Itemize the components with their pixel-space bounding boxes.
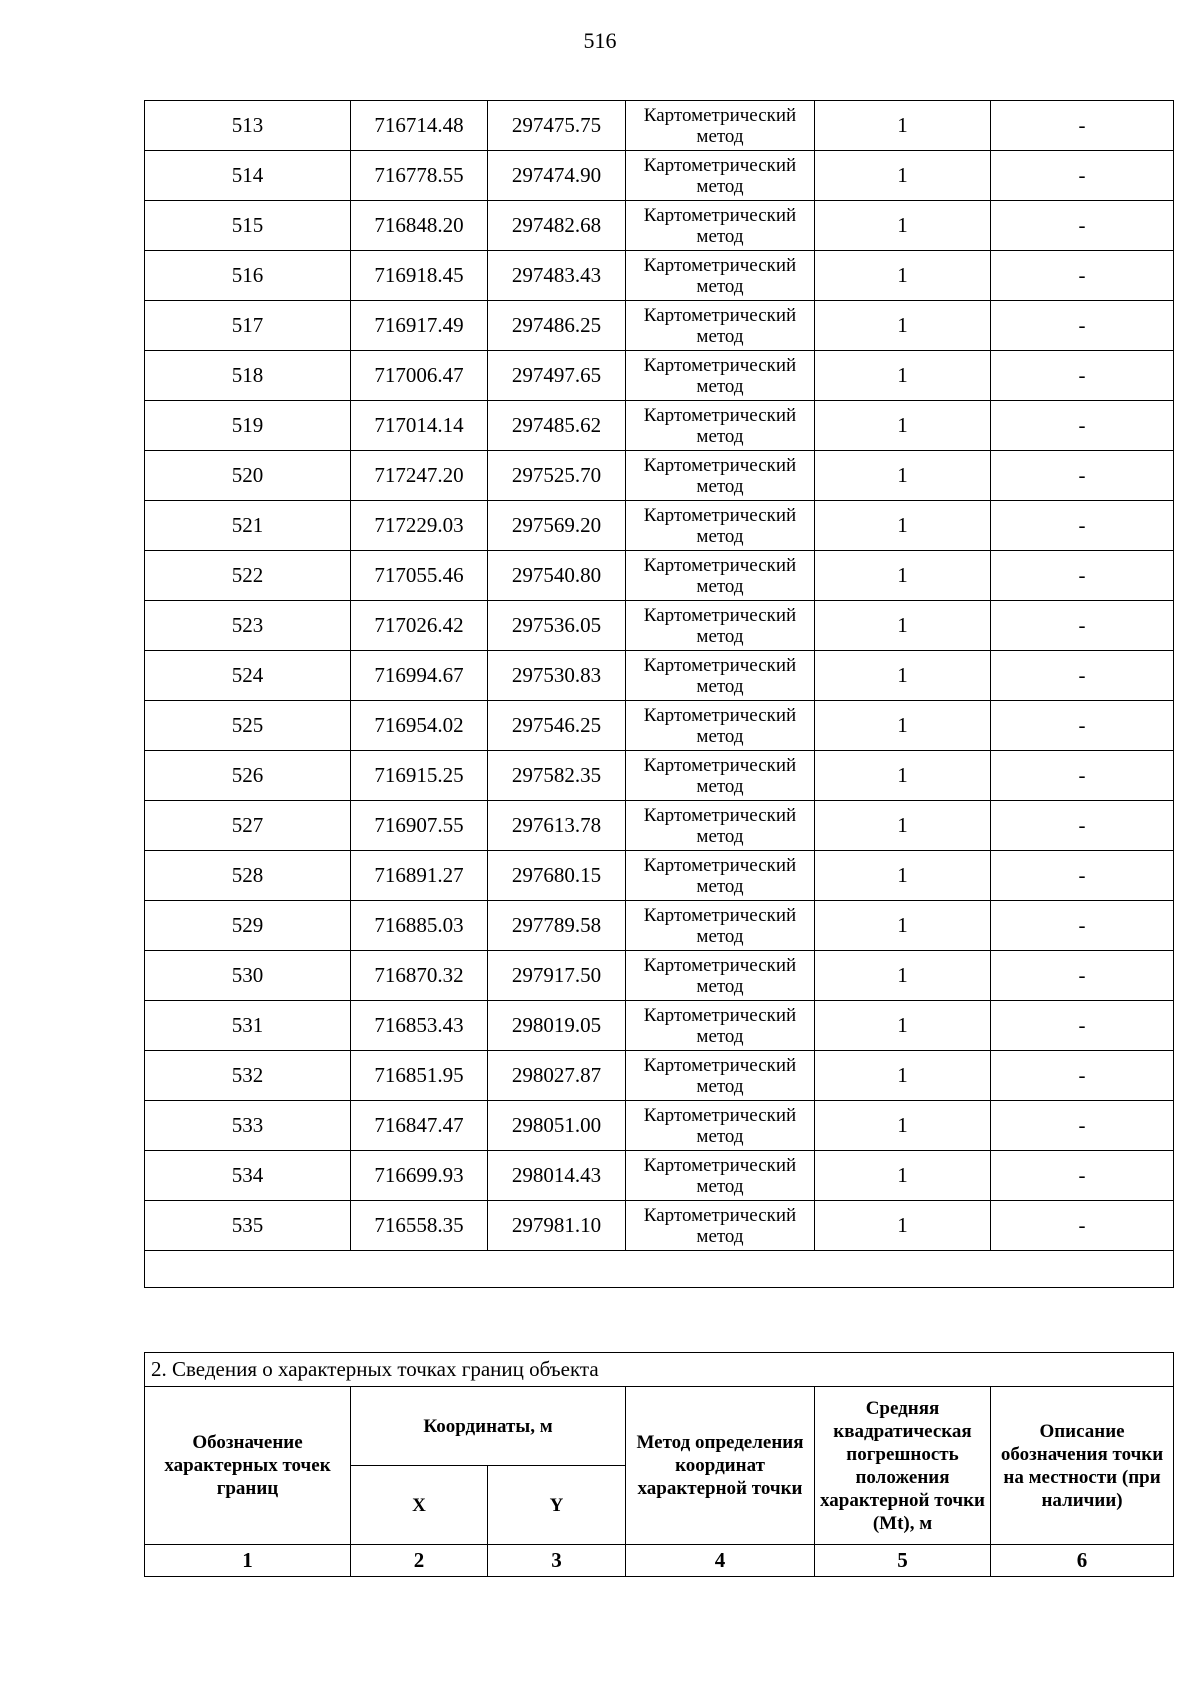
page-number: 516 (583, 28, 617, 53)
accuracy-cell: 1 (815, 451, 991, 501)
y-coordinate-cell: 298051.00 (488, 1101, 626, 1151)
point-number-cell: 514 (145, 151, 351, 201)
x-coordinate-cell: 717055.46 (351, 551, 488, 601)
accuracy-cell: 1 (815, 301, 991, 351)
y-coordinate-cell: 298027.87 (488, 1051, 626, 1101)
accuracy-cell: 1 (815, 1101, 991, 1151)
empty-cell (145, 1251, 1174, 1288)
x-coordinate-cell: 716917.49 (351, 301, 488, 351)
x-coordinate-cell: 716870.32 (351, 951, 488, 1001)
accuracy-cell: 1 (815, 1051, 991, 1101)
description-cell: - (991, 1051, 1174, 1101)
description-cell: - (991, 651, 1174, 701)
accuracy-cell: 1 (815, 401, 991, 451)
point-number-cell: 531 (145, 1001, 351, 1051)
method-cell: Картометрический метод (626, 601, 815, 651)
y-coordinate-cell: 298019.05 (488, 1001, 626, 1051)
header-designation: Обозначение характерных точек границ (145, 1387, 351, 1545)
x-coordinate-cell: 716558.35 (351, 1201, 488, 1251)
description-cell: - (991, 401, 1174, 451)
table-row (145, 501, 1174, 551)
description-cell: - (991, 151, 1174, 201)
header-y: Y (488, 1466, 626, 1545)
accuracy-cell: 1 (815, 201, 991, 251)
method-cell: Картометрический метод (626, 1051, 815, 1101)
y-coordinate-cell: 297582.35 (488, 751, 626, 801)
method-cell: Картометрический метод (626, 751, 815, 801)
description-cell: - (991, 251, 1174, 301)
point-number-cell: 534 (145, 1151, 351, 1201)
y-coordinate-cell: 297530.83 (488, 651, 626, 701)
point-number-cell: 513 (145, 101, 351, 151)
y-coordinate-cell: 297482.68 (488, 201, 626, 251)
method-cell: Картометрический метод (626, 651, 815, 701)
table-row (145, 301, 1174, 351)
method-cell: Картометрический метод (626, 501, 815, 551)
description-cell: - (991, 901, 1174, 951)
x-coordinate-cell: 717006.47 (351, 351, 488, 401)
table-row (145, 251, 1174, 301)
accuracy-cell: 1 (815, 251, 991, 301)
point-number-cell: 529 (145, 901, 351, 951)
x-coordinate-cell: 716907.55 (351, 801, 488, 851)
header-description: Описание обозначения точки на местности (при наличии) (991, 1387, 1174, 1545)
y-coordinate-cell: 297540.80 (488, 551, 626, 601)
header-accuracy: Средняя квадратическая погрешность положения характерной точки (Mt), м (815, 1387, 991, 1545)
method-cell: Картометрический метод (626, 901, 815, 951)
method-cell: Картометрический метод (626, 451, 815, 501)
point-number-cell: 517 (145, 301, 351, 351)
table-row (145, 601, 1174, 651)
accuracy-cell: 1 (815, 701, 991, 751)
description-cell: - (991, 601, 1174, 651)
point-number-cell: 516 (145, 251, 351, 301)
accuracy-cell: 1 (815, 1201, 991, 1251)
empty-row (145, 1251, 1174, 1288)
x-coordinate-cell: 716714.48 (351, 101, 488, 151)
accuracy-cell: 1 (815, 351, 991, 401)
accuracy-cell: 1 (815, 901, 991, 951)
table-row (145, 1051, 1174, 1101)
table-row (145, 151, 1174, 201)
accuracy-cell: 1 (815, 651, 991, 701)
y-coordinate-cell: 297546.25 (488, 701, 626, 751)
description-cell: - (991, 751, 1174, 801)
description-cell: - (991, 701, 1174, 751)
x-coordinate-cell: 716699.93 (351, 1151, 488, 1201)
point-number-cell: 525 (145, 701, 351, 751)
description-cell: - (991, 1001, 1174, 1051)
table-row (145, 1151, 1174, 1201)
table-row (145, 701, 1174, 751)
x-coordinate-cell: 716915.25 (351, 751, 488, 801)
method-cell: Картометрический метод (626, 101, 815, 151)
x-coordinate-cell: 716891.27 (351, 851, 488, 901)
point-number-cell: 515 (145, 201, 351, 251)
y-coordinate-cell: 297485.62 (488, 401, 626, 451)
table-row (145, 851, 1174, 901)
point-number-cell: 518 (145, 351, 351, 401)
method-cell: Картометрический метод (626, 301, 815, 351)
y-coordinate-cell: 297981.10 (488, 1201, 626, 1251)
description-cell: - (991, 801, 1174, 851)
y-coordinate-cell: 297536.05 (488, 601, 626, 651)
x-coordinate-cell: 717026.42 (351, 601, 488, 651)
point-number-cell: 528 (145, 851, 351, 901)
x-coordinate-cell: 716885.03 (351, 901, 488, 951)
description-cell: - (991, 351, 1174, 401)
description-cell: - (991, 1201, 1174, 1251)
method-cell: Картометрический метод (626, 851, 815, 901)
method-cell: Картометрический метод (626, 1151, 815, 1201)
accuracy-cell: 1 (815, 101, 991, 151)
table-row (145, 351, 1174, 401)
x-coordinate-cell: 716994.67 (351, 651, 488, 701)
accuracy-cell: 1 (815, 801, 991, 851)
method-cell: Картометрический метод (626, 1101, 815, 1151)
table-row (145, 751, 1174, 801)
table-row (145, 201, 1174, 251)
point-number-cell: 530 (145, 951, 351, 1001)
point-number-cell: 532 (145, 1051, 351, 1101)
method-cell: Картометрический метод (626, 951, 815, 1001)
table-row (145, 651, 1174, 701)
coordinates-table (144, 100, 1174, 1288)
method-cell: Картометрический метод (626, 551, 815, 601)
x-coordinate-cell: 716851.95 (351, 1051, 488, 1101)
table-row (145, 951, 1174, 1001)
y-coordinate-cell: 297497.65 (488, 351, 626, 401)
table-row (145, 101, 1174, 151)
accuracy-cell: 1 (815, 851, 991, 901)
y-coordinate-cell: 297680.15 (488, 851, 626, 901)
accuracy-cell: 1 (815, 751, 991, 801)
point-number-cell: 522 (145, 551, 351, 601)
table-row (145, 551, 1174, 601)
point-number-cell: 521 (145, 501, 351, 551)
point-number-cell: 523 (145, 601, 351, 651)
y-coordinate-cell: 298014.43 (488, 1151, 626, 1201)
column-number: 5 (815, 1545, 991, 1577)
table-row (145, 451, 1174, 501)
column-number: 2 (351, 1545, 488, 1577)
y-coordinate-cell: 297789.58 (488, 901, 626, 951)
x-coordinate-cell: 717014.14 (351, 401, 488, 451)
header-method: Метод определения координат характерной точки (626, 1387, 815, 1545)
y-coordinate-cell: 297525.70 (488, 451, 626, 501)
method-cell: Картометрический метод (626, 201, 815, 251)
section2-table (144, 1352, 1174, 1577)
method-cell: Картометрический метод (626, 1001, 815, 1051)
x-coordinate-cell: 716847.47 (351, 1101, 488, 1151)
accuracy-cell: 1 (815, 151, 991, 201)
description-cell: - (991, 951, 1174, 1001)
y-coordinate-cell: 297483.43 (488, 251, 626, 301)
description-cell: - (991, 1101, 1174, 1151)
method-cell: Картометрический метод (626, 401, 815, 451)
x-coordinate-cell: 717247.20 (351, 451, 488, 501)
point-number-cell: 519 (145, 401, 351, 451)
table-row (145, 801, 1174, 851)
coordinates-table-body (145, 101, 1174, 1288)
accuracy-cell: 1 (815, 601, 991, 651)
table-row (145, 1001, 1174, 1051)
x-coordinate-cell: 716918.45 (351, 251, 488, 301)
column-number: 1 (145, 1545, 351, 1577)
accuracy-cell: 1 (815, 1151, 991, 1201)
point-number-cell: 527 (145, 801, 351, 851)
method-cell: Картометрический метод (626, 1201, 815, 1251)
point-number-cell: 526 (145, 751, 351, 801)
y-coordinate-cell: 297613.78 (488, 801, 626, 851)
method-cell: Картометрический метод (626, 701, 815, 751)
x-coordinate-cell: 717229.03 (351, 501, 488, 551)
description-cell: - (991, 451, 1174, 501)
x-coordinate-cell: 716778.55 (351, 151, 488, 201)
description-cell: - (991, 551, 1174, 601)
point-number-cell: 520 (145, 451, 351, 501)
y-coordinate-cell: 297475.75 (488, 101, 626, 151)
description-cell: - (991, 1151, 1174, 1201)
point-number-cell: 533 (145, 1101, 351, 1151)
column-number: 3 (488, 1545, 626, 1577)
table-row (145, 401, 1174, 451)
y-coordinate-cell: 297569.20 (488, 501, 626, 551)
section2-title: 2. Сведения о характерных точках границ объекта (145, 1353, 1174, 1387)
y-coordinate-cell: 297474.90 (488, 151, 626, 201)
description-cell: - (991, 101, 1174, 151)
description-cell: - (991, 851, 1174, 901)
description-cell: - (991, 201, 1174, 251)
header-coordinates: Координаты, м (351, 1387, 626, 1466)
point-number-cell: 535 (145, 1201, 351, 1251)
method-cell: Картометрический метод (626, 351, 815, 401)
y-coordinate-cell: 297486.25 (488, 301, 626, 351)
description-cell: - (991, 301, 1174, 351)
y-coordinate-cell: 297917.50 (488, 951, 626, 1001)
x-coordinate-cell: 716853.43 (351, 1001, 488, 1051)
column-number: 6 (991, 1545, 1174, 1577)
method-cell: Картометрический метод (626, 251, 815, 301)
x-coordinate-cell: 716848.20 (351, 201, 488, 251)
table-row (145, 1101, 1174, 1151)
header-x: X (351, 1466, 488, 1545)
point-number-cell: 524 (145, 651, 351, 701)
x-coordinate-cell: 716954.02 (351, 701, 488, 751)
method-cell: Картометрический метод (626, 801, 815, 851)
accuracy-cell: 1 (815, 501, 991, 551)
table-row (145, 901, 1174, 951)
column-number: 4 (626, 1545, 815, 1577)
accuracy-cell: 1 (815, 1001, 991, 1051)
accuracy-cell: 1 (815, 951, 991, 1001)
description-cell: - (991, 501, 1174, 551)
table-row (145, 1201, 1174, 1251)
accuracy-cell: 1 (815, 551, 991, 601)
method-cell: Картометрический метод (626, 151, 815, 201)
